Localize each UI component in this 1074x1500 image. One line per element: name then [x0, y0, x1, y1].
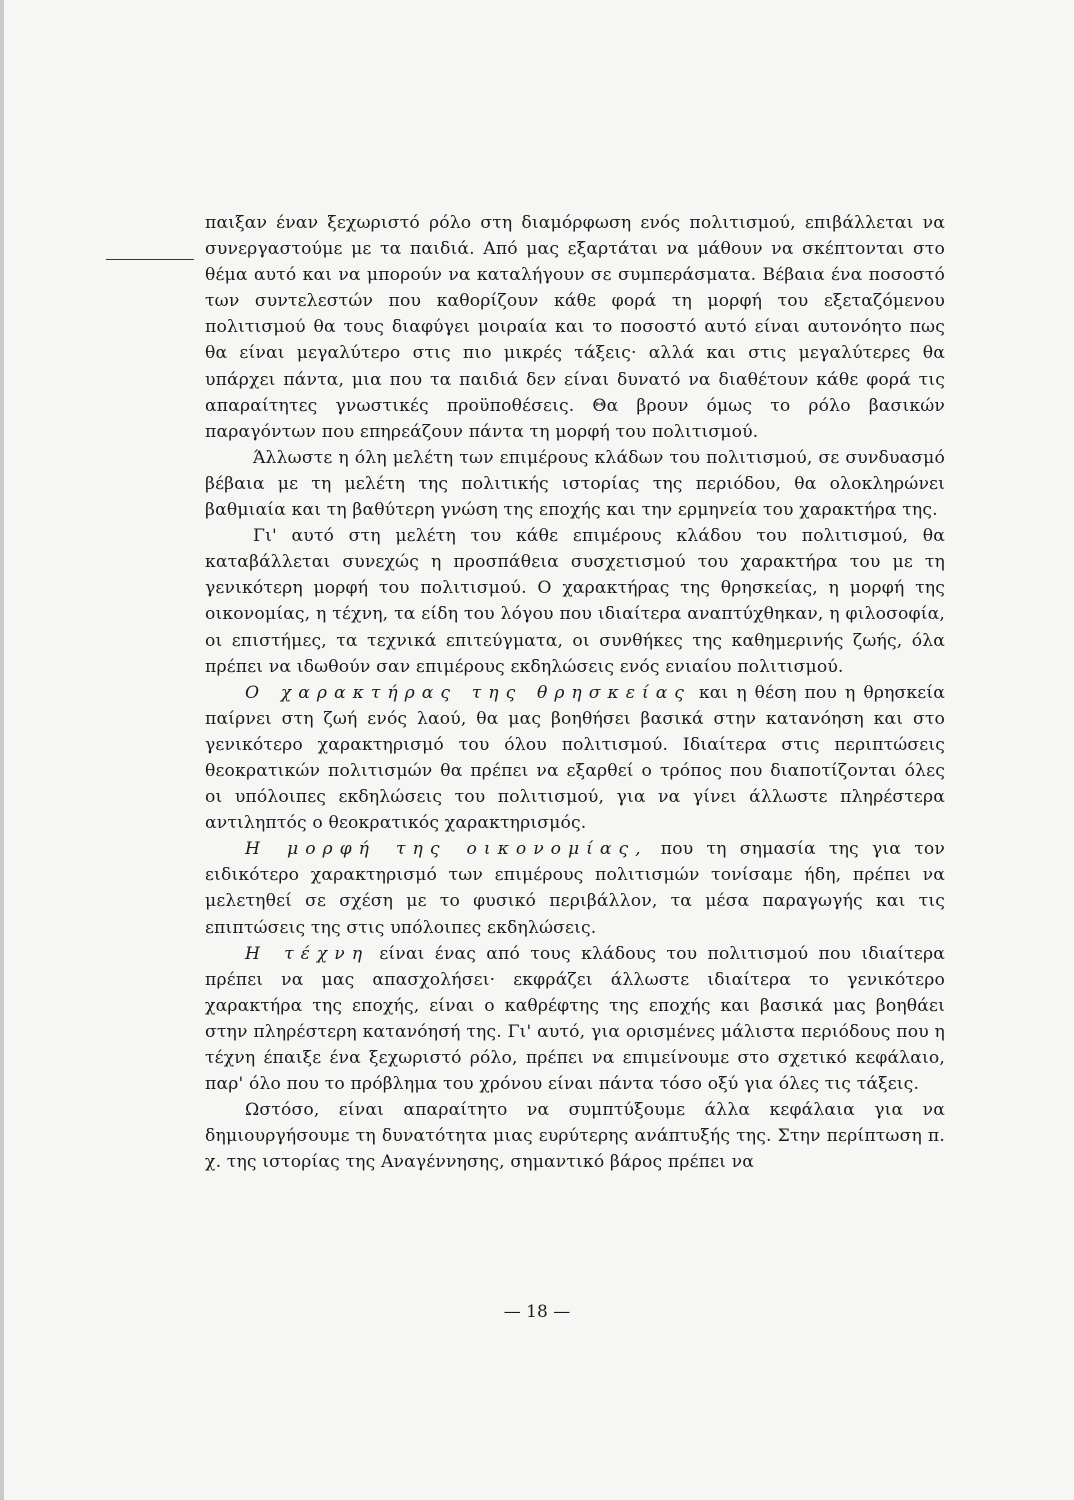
- paragraph-5: [205, 836, 945, 940]
- paragraph-6: [205, 941, 945, 1098]
- page-number: — 18 —: [503, 1302, 571, 1322]
- paragraph-3: Γι' αυτό στη μελέτη του κάθε επιμέρους κλάδου του πολιτισμού, θα καταβάλλεται συνεχώς η προσπάθεια συσχετισμού του χαρακτήρα του με τη γενικότερη μορφή του πολιτισμού. Ο χαρακτήρας της θρησκείας, η μορφή της οικονομίας, η τέχνη, τα είδη του λόγου που ιδιαίτερα αναπτύχθηκαν, η φιλοσοφία, οι επιστήμες, τα τεχνικά επιτεύγματα, οι συνθήκες της καθημερινής ζωής, όλα πρέπει να ιδωθούν σαν επιμέρους εκδηλώσεις ενός ενιαίου πολιτισμού.: [205, 526, 945, 677]
- paragraph-6-text: είναι ένας από τους κλάδους του πολιτισμού που ιδιαίτερα πρέπει να μας απασχολήσει· εκφράζει άλλωστε ιδιαίτερα το γενικότερο χαρακτήρα της εποχής, είναι ο καθρέφτης της εποχής και βασικά μας βοηθάει στην πληρέστερη κατανόησή της. Γι' αυτό, για ορισμένες μάλιστα περιόδους που η τέχνη έπαιξε ένα ξεχωριστό ρόλο, πρέπει να επιμείνουμε στο σχετικό κεφάλαιο, παρ' όλο που το πρόβλημα του χρόνου είναι πάντα τόσο οξύ για όλες τις τάξεις.: [205, 943, 945, 1095]
- margin-rule: [106, 259, 194, 260]
- paragraph-4: [205, 680, 945, 837]
- heading-art: Η τέχνη: [245, 943, 370, 964]
- paragraph-1: παιξαν έναν ξεχωριστό ρόλο στη διαμόρφωση ενός πολιτισμού, επιβάλλεται να συνεργαστούμε με τα παιδιά. Από μας εξαρτάται να μάθουν να σκέπτονται στο θέμα αυτό και να μπορούν να καταλήγουν σε συμπεράσματα. Βέβαια ένα ποσοστό των συντελεστών που καθορίζουν κάθε φορά τη μορφή του εξεταζόμενου πολιτισμού θα τους διαφύγει μοιραία και το ποσοστό αυτό είναι αυτονόητο πως θα είναι μεγαλύτερο στις πιο μικρές τάξεις· αλλά και στις μεγαλύτερες θα υπάρχει πάντα, μια που τα παιδιά δεν είναι δυνατό να διαθέτουν κάθε φορά τις απαραίτητες γνωστικές προϋποθέσεις. Θα βρουν όμως το ρόλο βασικών παραγόντων που επηρεάζουν πάντα τη μορφή του πολιτισμού.: [205, 213, 945, 442]
- paragraph-5-text: που τη σημασία της για τον ειδικότερο χαρακτηρισμό των επιμέρους πολιτισμών τονίσαμε ήδη, πρέπει να μελετηθεί σε σχέση με το φυσικό περιβάλλον, τα μέσα παραγωγής και τις επιπτώσεις της στις υπόλοιπες εκδηλώσεις.: [205, 839, 945, 938]
- paragraph-2: Άλλωστε η όλη μελέτη των επιμέρους κλάδων του πολιτισμού, σε συνδυασμό βέβαια με τη μελέτη της πολιτικής ιστορίας της περιόδου, θα ολοκληρώνει βαθμιαία και τη βαθύτερη γνώση της εποχής και την ερμηνεία του χαρακτήρα της.: [205, 447, 945, 521]
- page-edge: [0, 0, 4, 1500]
- body-text: [205, 210, 945, 1175]
- paragraph-4-text: και η θέση που η θρησκεία παίρνει στη ζωή ενός λαού, θα μας βοηθήσει βασικά στην κατανόηση και στο γενικότερο χαρακτηρισμό του όλου πολιτισμού. Ιδιαίτερα στις περιπτώσεις θεοκρατικών πολιτισμών θα πρέπει να εξαρθεί ο τρόπος που διαποτίζονται όλες οι υπόλοιπες εκδηλώσεις του πολιτισμού, για να γίνει άλλωστε πληρέστερα αντιληπτός ο θεοκρατικός χαρακτηρισμός.: [205, 682, 945, 834]
- paragraph-7: Ωστόσο, είναι απαραίτητο να συμπτύξουμε άλλα κεφάλαια για να δημιουργήσουμε τη δυνατότητα μιας ευρύτερης ανάπτυξής της. Στην περίπτωση π. χ. της ιστορίας της Αναγέννησης, σημαντικό βάρος πρέπει να: [205, 1100, 945, 1173]
- heading-economy: Η μορφή της οικονομίας,: [245, 839, 648, 860]
- heading-religion: Ο χαρακτήρας της θρησκείας: [245, 682, 691, 703]
